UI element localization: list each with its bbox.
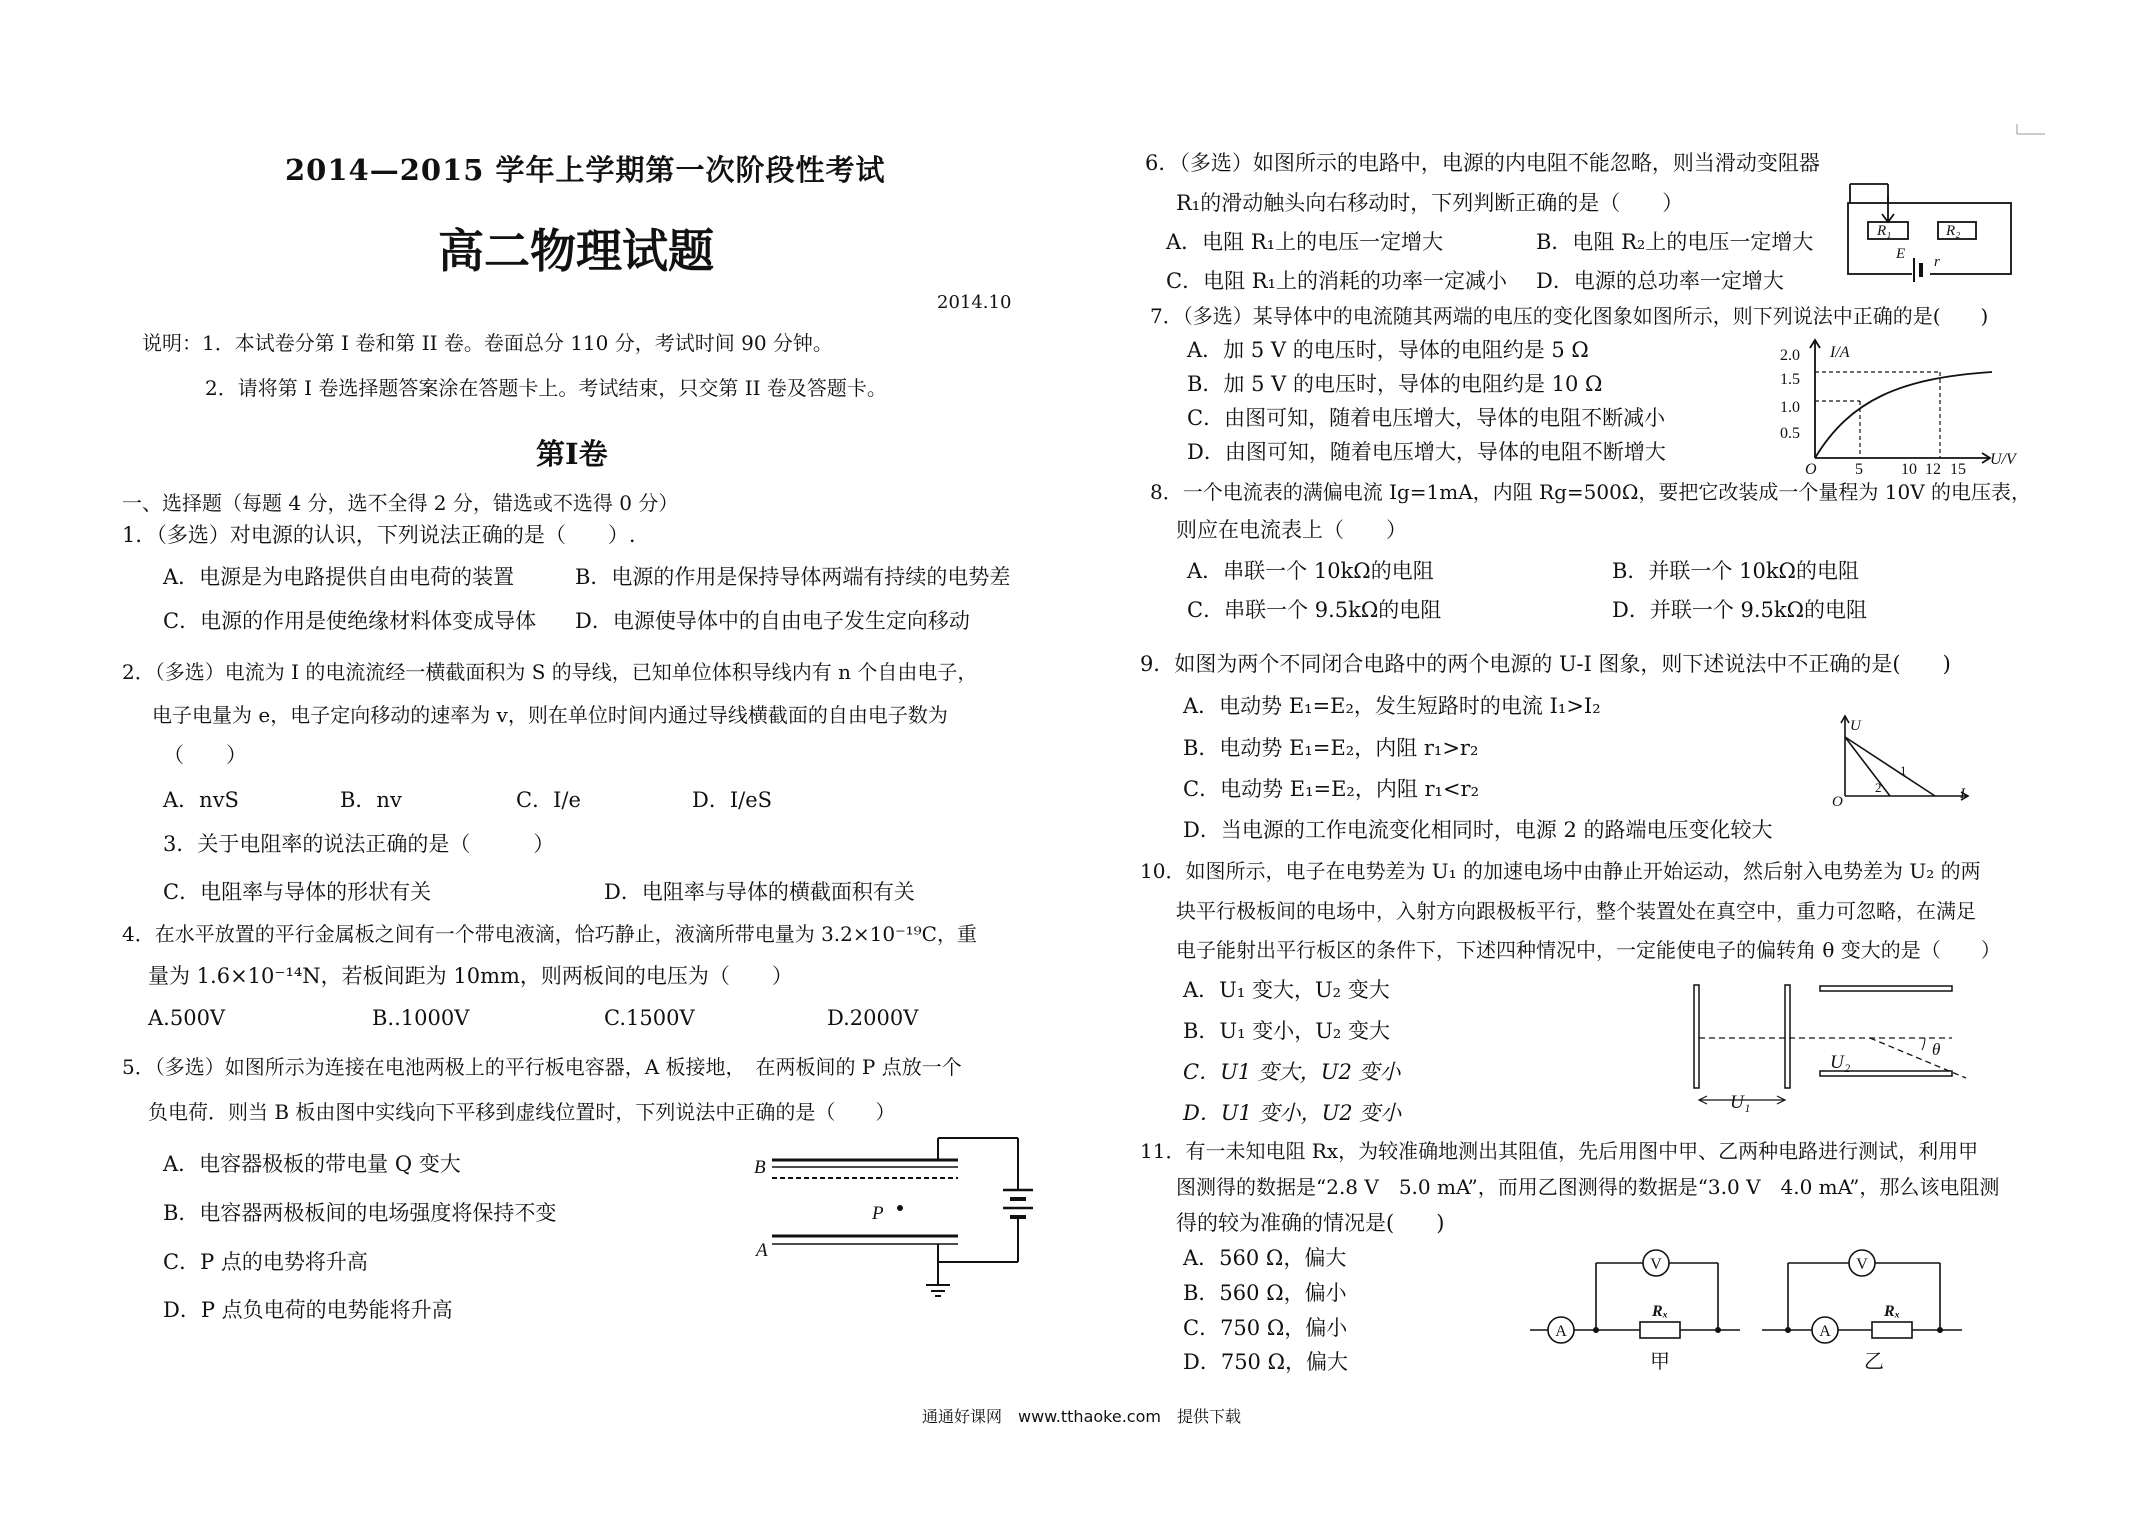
q9-option-b: B．电动势 E₁=E₂，内阻 r₁>r₂ <box>1183 736 1479 760</box>
rx-label-yi: Rₓ <box>1883 1303 1901 1320</box>
graph7-ytick-2.0: 2.0 <box>1780 347 1800 364</box>
circuit-yi-label: 乙 <box>1864 1351 1884 1373</box>
q7-option-c: C．由图可知，随着电压增大，导体的电阻不断减小 <box>1187 406 1666 430</box>
q5-option-b: B．电容器两极板间的电场强度将保持不变 <box>163 1201 557 1225</box>
q3-option-d: D．电阻率与导体的横截面积有关 <box>604 880 915 904</box>
q10-option-a: A．U₁ 变大，U₂ 变大 <box>1183 978 1390 1002</box>
footer-source: 通通好课网 www.tthaoke.com 提供下载 <box>922 1407 1241 1426</box>
q5-stem-line-2: 负电荷．则当 B 板由图中实线向下平移到虚线位置时，下列说法中正确的是（ ） <box>148 1100 896 1124</box>
q4-option-a: A.500V <box>148 1006 226 1030</box>
section-title: 第I卷 <box>536 437 608 471</box>
q4-option-b: B..1000V <box>372 1006 470 1030</box>
line-2-label: 2 <box>1875 780 1882 795</box>
rx-label-jia: Rₓ <box>1651 1303 1669 1320</box>
q2-option-a: A．nvS <box>163 788 239 812</box>
q6-option-d: D．电源的总功率一定增大 <box>1536 269 1784 293</box>
q8-stem-line-2: 则应在电流表上（ ） <box>1176 518 1407 542</box>
q7-stem: 7．（多选）某导体中的电流随其两端的电压的变化图象如图所示，则下列说法中正确的是( ) <box>1150 304 1989 328</box>
q7-option-d: D．由图可知，随着电压增大，导体的电阻不断增大 <box>1187 440 1666 464</box>
q5-option-d: D．P 点负电荷的电势能将升高 <box>163 1298 453 1322</box>
q9-axis-i: I <box>1960 786 1965 802</box>
q8-option-c: C．串联一个 9.5kΩ的电阻 <box>1187 598 1442 622</box>
q10-stem-line-2: 块平行极板间的电场中，入射方向跟极板平行，整个装置处在真空中，重力可忽略，在满足 <box>1176 899 1976 923</box>
iu-curve <box>1815 372 1992 458</box>
q3-option-c: C．电阻率与导体的形状有关 <box>163 880 432 904</box>
q4-option-c: C.1500V <box>604 1006 695 1030</box>
u1-label: U₁ <box>1730 1092 1751 1113</box>
q7-option-a: A．加 5 V 的电压时，导体的电阻约是 5 Ω <box>1187 338 1589 362</box>
graph7-xtick-5: 5 <box>1855 461 1863 478</box>
q10-stem-line-3: 电子能射出平行板区的条件下，下述四种情况中，一定能使电子的偏转角 θ 变大的是（ ） <box>1176 938 2001 962</box>
q6-stem-line-2: R₁的滑动触头向右移动时，下列判断正确的是（ ） <box>1176 191 1684 215</box>
q8-option-b: B．并联一个 10kΩ的电阻 <box>1612 559 1859 583</box>
q8-option-d: D．并联一个 9.5kΩ的电阻 <box>1612 598 1868 622</box>
q4-option-d: D.2000V <box>827 1006 919 1030</box>
q10-option-d: D．U1 变小，U2 变小 <box>1183 1101 1402 1125</box>
q9-axis-u: U <box>1850 718 1861 734</box>
theta-label: θ <box>1932 1040 1941 1059</box>
q1-stem: 1．（多选）对电源的认识，下列说法正确的是（ ）. <box>122 523 636 547</box>
instructions-note-1: 说明：1．本试卷分第 I 卷和第 II 卷。卷面总分 110 分，考试时间 90 分钟。 <box>142 331 833 355</box>
q8-option-a: A．串联一个 10kΩ的电阻 <box>1187 559 1434 583</box>
emf-e-label: E <box>1896 246 1906 262</box>
q4-stem-line-2: 量为 1.6×10⁻¹⁴N，若板间距为 10mm，则两板间的电压为（ ） <box>148 964 793 988</box>
q9-origin: O <box>1832 794 1843 810</box>
q2-stem-line-2: 电子电量为 e，电子定向移动的速率为 v，则在单位时间内通过导线横截面的自由电子数为 <box>152 703 948 727</box>
plate-b-label: B <box>754 1157 766 1178</box>
q9-option-c: C．电动势 E₁=E₂，内阻 r₁<r₂ <box>1183 777 1480 801</box>
graph7-ytick-1.5: 1.5 <box>1780 371 1800 388</box>
r1-label: R₁ <box>1877 223 1892 239</box>
q5-option-a: A．电容器极板的带电量 Q 变大 <box>163 1152 461 1176</box>
q9-option-d: D．当电源的工作电流变化相同时，电源 2 的路端电压变化较大 <box>1183 818 1773 842</box>
graph7-ytick-1.0: 1.0 <box>1780 399 1800 416</box>
q10-option-b: B．U₁ 变小，U₂ 变大 <box>1183 1019 1391 1043</box>
q1-option-b: B．电源的作用是保持导体两端有持续的电势差 <box>575 565 1011 589</box>
q6-stem-line-1: 6．（多选）如图所示的电路中，电源的内电阻不能忽略，则当滑动变阻器 <box>1145 151 1820 175</box>
q1-option-c: C．电源的作用是使绝缘材料体变成导体 <box>163 609 537 633</box>
ammeter-a-jia: A <box>1555 1323 1567 1340</box>
u2-label: U₂ <box>1830 1052 1851 1073</box>
instructions-note-2: 2．请将第 I 卷选择题答案涂在答题卡上。考试结束，只交第 II 卷及答题卡。 <box>205 376 887 400</box>
q7-option-b: B．加 5 V 的电压时，导体的电阻约是 10 Ω <box>1187 372 1603 396</box>
circuit-jia-label: 甲 <box>1650 1351 1670 1373</box>
q3-stem: 3．关于电阻率的说法正确的是（ ） <box>163 832 555 856</box>
q10-stem-line-1: 10．如图所示，电子在电势差为 U₁ 的加速电场中由静止开始运动，然后射入电势差为 U₂ 的两 <box>1140 859 1981 883</box>
q11-stem-line-2: 图测得的数据是“2.8 V 5.0 mA”，而用乙图测得的数据是“3.0 V 4.0 mA”，那么该电阻测 <box>1176 1175 2000 1199</box>
point-p-label: P <box>872 1203 884 1224</box>
q11-option-d: D．750 Ω，偏大 <box>1183 1350 1349 1374</box>
q2-option-c: C．I/e <box>516 788 581 812</box>
q2-option-b: B．nv <box>340 788 402 812</box>
graph7-ylabel: I/A <box>1830 344 1850 361</box>
q10-option-c: C．U1 变大，U2 变小 <box>1183 1060 1401 1084</box>
choice-section-intro: 一、选择题（每题 4 分，选不全得 2 分，错选或不选得 0 分） <box>122 491 679 515</box>
q9-stem: 9．如图为两个不同闭合电路中的两个电源的 U-I 图象，则下述说法中不正确的是( ) <box>1140 652 1951 676</box>
graph7-xtick-10: 10 <box>1901 461 1917 478</box>
q8-stem-line-1: 8．一个电流表的满偏电流 Ig=1mA，内阻 Rg=500Ω，要把它改装成一个量程为 10V 的电压表， <box>1150 480 2032 504</box>
q2-stem-line-3: （ ） <box>163 743 247 767</box>
graph7-xlabel: U/V <box>1990 451 2016 468</box>
q4-stem-line-1: 4．在水平放置的平行金属板之间有一个带电液滴，恰巧静止，液滴所带电量为 3.2×10⁻¹⁹C，重 <box>122 922 977 946</box>
voltmeter-v-jia: V <box>1650 1256 1662 1273</box>
q9-option-a: A．电动势 E₁=E₂，发生短路时的电流 I₁>I₂ <box>1183 694 1601 718</box>
graph7-ytick-0.5: 0.5 <box>1780 425 1800 442</box>
voltmeter-v-yi: V <box>1856 1256 1868 1273</box>
q6-option-b: B．电阻 R₂上的电压一定增大 <box>1536 230 1814 254</box>
exam-title: 2014—2015 学年上学期第一次阶段性考试 <box>285 153 886 187</box>
exam-date: 2014.10 <box>937 292 1012 313</box>
q2-option-d: D．I/eS <box>692 788 773 812</box>
q5-stem-line-1: 5．（多选）如图所示为连接在电池两极上的平行板电容器，A 板接地， 在两板间的 P 点放一个 <box>122 1055 962 1079</box>
q5-option-c: C．P 点的电势将升高 <box>163 1250 368 1274</box>
q1-option-d: D．电源使导体中的自由电子发生定向移动 <box>575 609 970 633</box>
q11-stem-line-3: 得的较为准确的情况是( ) <box>1176 1211 1445 1235</box>
q11-stem-line-1: 11．有一未知电阻 Rx，为较准确地测出其阻值，先后用图中甲、乙两种电路进行测试，利用甲 <box>1140 1139 1979 1163</box>
q6-option-a: A．电阻 R₁上的电压一定增大 <box>1166 230 1444 254</box>
q2-stem-line-1: 2．（多选）电流为 I 的电流流经一横截面积为 S 的导线，已知单位体积导线内有 n 个自由电子， <box>122 660 978 684</box>
line-1-label: 1 <box>1900 763 1907 778</box>
q11-option-b: B．560 Ω，偏小 <box>1183 1281 1347 1305</box>
q11-option-c: C．750 Ω，偏小 <box>1183 1316 1348 1340</box>
graph7-xtick-12: 12 <box>1925 461 1941 478</box>
graph7-origin: O <box>1805 461 1817 478</box>
q6-option-c: C．电阻 R₁上的消耗的功率一定减小 <box>1166 269 1507 293</box>
plate-a-label: A <box>756 1240 768 1261</box>
q1-option-a: A．电源是为电路提供自由电荷的装置 <box>163 565 515 589</box>
q11-option-a: A．560 Ω，偏大 <box>1183 1246 1347 1270</box>
subject-title: 高二物理试题 <box>438 224 714 278</box>
graph7-xtick-15: 15 <box>1950 461 1966 478</box>
r2-label: R₂ <box>1946 223 1961 239</box>
ammeter-a-yi: A <box>1819 1323 1831 1340</box>
internal-r-label: r <box>1934 254 1940 270</box>
